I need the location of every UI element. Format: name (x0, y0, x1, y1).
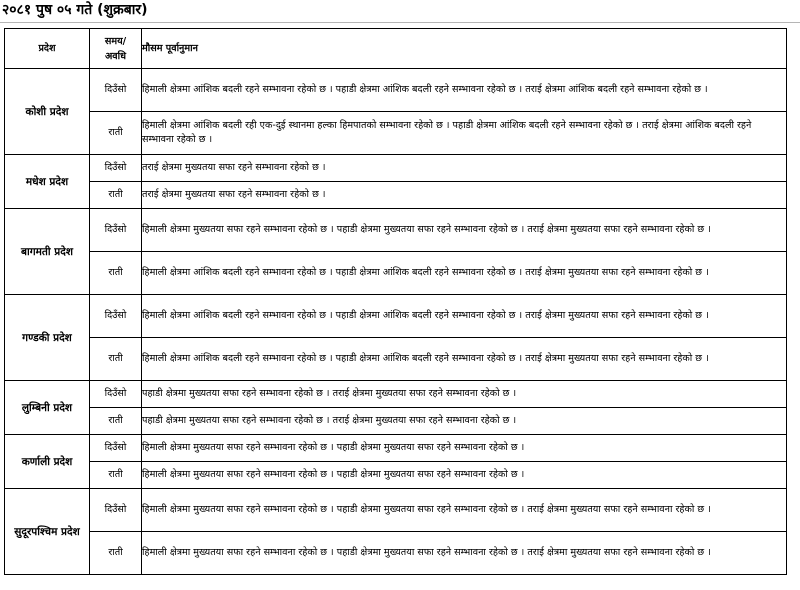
province-name: सुदूरपश्चिम प्रदेश (5, 489, 90, 575)
forecast-text: तराई क्षेत्रमा मुख्यतया सफा रहने सम्भावना रहेको छ । (142, 182, 787, 209)
forecast-text: हिमाली क्षेत्रमा मुख्यतया सफा रहने सम्भावना रहेको छ । पहाडी क्षेत्रमा मुख्यतया सफा रहने सम्भावना रहेको छ । तराई क्षेत्रमा मुख्यतया सफा रहने सम्भावना रहेको छ । (142, 532, 787, 575)
period-night: राती (90, 252, 142, 295)
period-night: राती (90, 408, 142, 435)
province-name: मधेश प्रदेश (5, 155, 90, 209)
table-row (5, 209, 787, 252)
table-row (5, 532, 787, 575)
forecast-text: हिमाली क्षेत्रमा मुख्यतया सफा रहने सम्भावना रहेको छ । पहाडी क्षेत्रमा मुख्यतया सफा रहने सम्भावना रहेको छ । (142, 462, 787, 489)
period-night: राती (90, 182, 142, 209)
forecast-text: हिमाली क्षेत्रमा आंशिक बदली रहने सम्भावना रहेको छ । पहाडी क्षेत्रमा आंशिक बदली रहने सम्भावना रहेको छ । तराई क्षेत्रमा मुख्यतया सफा रहने सम्भावना रहेको छ । (142, 338, 787, 381)
table-row (5, 112, 787, 155)
forecast-text: तराई क्षेत्रमा मुख्यतया सफा रहने सम्भावना रहेको छ । (142, 155, 787, 182)
province-name: कर्णाली प्रदेश (5, 435, 90, 489)
forecast-text: हिमाली क्षेत्रमा आंशिक बदली रहने सम्भावना रहेको छ । पहाडी क्षेत्रमा आंशिक बदली रहने सम्भावना रहेको छ । तराई क्षेत्रमा मुख्यतया सफा रहने सम्भावना रहेको छ । (142, 252, 787, 295)
page-title: २०८१ पुष ०५ गते (शुक्रबार) (2, 2, 148, 18)
forecast-text: हिमाली क्षेत्रमा मुख्यतया सफा रहने सम्भावना रहेको छ । पहाडी क्षेत्रमा मुख्यतया सफा रहने सम्भावना रहेको छ । तराई क्षेत्रमा मुख्यतया सफा रहने सम्भावना रहेको छ । (142, 489, 787, 532)
column-header-province: प्रदेश (5, 29, 90, 69)
table-row (5, 462, 787, 489)
table-row (5, 295, 787, 338)
table-row (5, 338, 787, 381)
table-row (5, 408, 787, 435)
table-row (5, 381, 787, 408)
period-day: दिउँसो (90, 209, 142, 252)
column-header-time (90, 29, 142, 69)
forecast-text: हिमाली क्षेत्रमा मुख्यतया सफा रहने सम्भावना रहेको छ । पहाडी क्षेत्रमा मुख्यतया सफा रहने सम्भावना रहेको छ । तराई क्षेत्रमा मुख्यतया सफा रहने सम्भावना रहेको छ । (142, 209, 787, 252)
period-day: दिउँसो (90, 155, 142, 182)
column-header-forecast: मौसम पूर्वानुमान (142, 29, 787, 69)
province-name: गण्डकी प्रदेश (5, 295, 90, 381)
period-day: दिउँसो (90, 295, 142, 338)
forecast-text: पहाडी क्षेत्रमा मुख्यतया सफा रहने सम्भावना रहेको छ । तराई क्षेत्रमा मुख्यतया सफा रहने सम्भावना रहेको छ । (142, 408, 787, 435)
forecast-table (4, 28, 787, 575)
forecast-text: हिमाली क्षेत्रमा आंशिक बदली रही एक-दुई स्थानमा हल्का हिमपातको सम्भावना रहेको छ । पहाडी क्षेत्रमा आंशिक बदली रहने सम्भावना रहेको छ । तराई क्षेत्रमा आंशिक बदली रहने सम्भावना रहेको छ । (142, 112, 787, 155)
table-row (5, 182, 787, 209)
period-night: राती (90, 112, 142, 155)
province-name: बागमती प्रदेश (5, 209, 90, 295)
period-day: दिउँसो (90, 435, 142, 462)
forecast-text: पहाडी क्षेत्रमा मुख्यतया सफा रहने सम्भावना रहेको छ । तराई क्षेत्रमा मुख्यतया सफा रहने सम्भावना रहेको छ । (142, 381, 787, 408)
province-name: लुम्बिनी प्रदेश (5, 381, 90, 435)
period-night: राती (90, 338, 142, 381)
period-day: दिउँसो (90, 69, 142, 112)
forecast-text: हिमाली क्षेत्रमा मुख्यतया सफा रहने सम्भावना रहेको छ । पहाडी क्षेत्रमा मुख्यतया सफा रहने सम्भावना रहेको छ । (142, 435, 787, 462)
table-header-row (5, 29, 787, 69)
province-name: कोशी प्रदेश (5, 69, 90, 155)
period-day: दिउँसो (90, 489, 142, 532)
period-day: दिउँसो (90, 381, 142, 408)
column-header-time-line1: समय/ (104, 35, 127, 47)
table-row (5, 252, 787, 295)
forecast-text: हिमाली क्षेत्रमा आंशिक बदली रहने सम्भावना रहेको छ । पहाडी क्षेत्रमा आंशिक बदली रहने सम्भावना रहेको छ । तराई क्षेत्रमा आंशिक बदली रहने सम्भावना रहेको छ । (142, 69, 787, 112)
table-row (5, 489, 787, 532)
table-row (5, 69, 787, 112)
table-row (5, 435, 787, 462)
forecast-text: हिमाली क्षेत्रमा आंशिक बदली रहने सम्भावना रहेको छ । पहाडी क्षेत्रमा आंशिक बदली रहने सम्भावना रहेको छ । तराई क्षेत्रमा मुख्यतया सफा रहने सम्भावना रहेको छ । (142, 295, 787, 338)
period-night: राती (90, 532, 142, 575)
table-row (5, 155, 787, 182)
period-night: राती (90, 462, 142, 489)
column-header-time-line2: अवधि (104, 50, 127, 62)
title-divider (0, 22, 800, 23)
